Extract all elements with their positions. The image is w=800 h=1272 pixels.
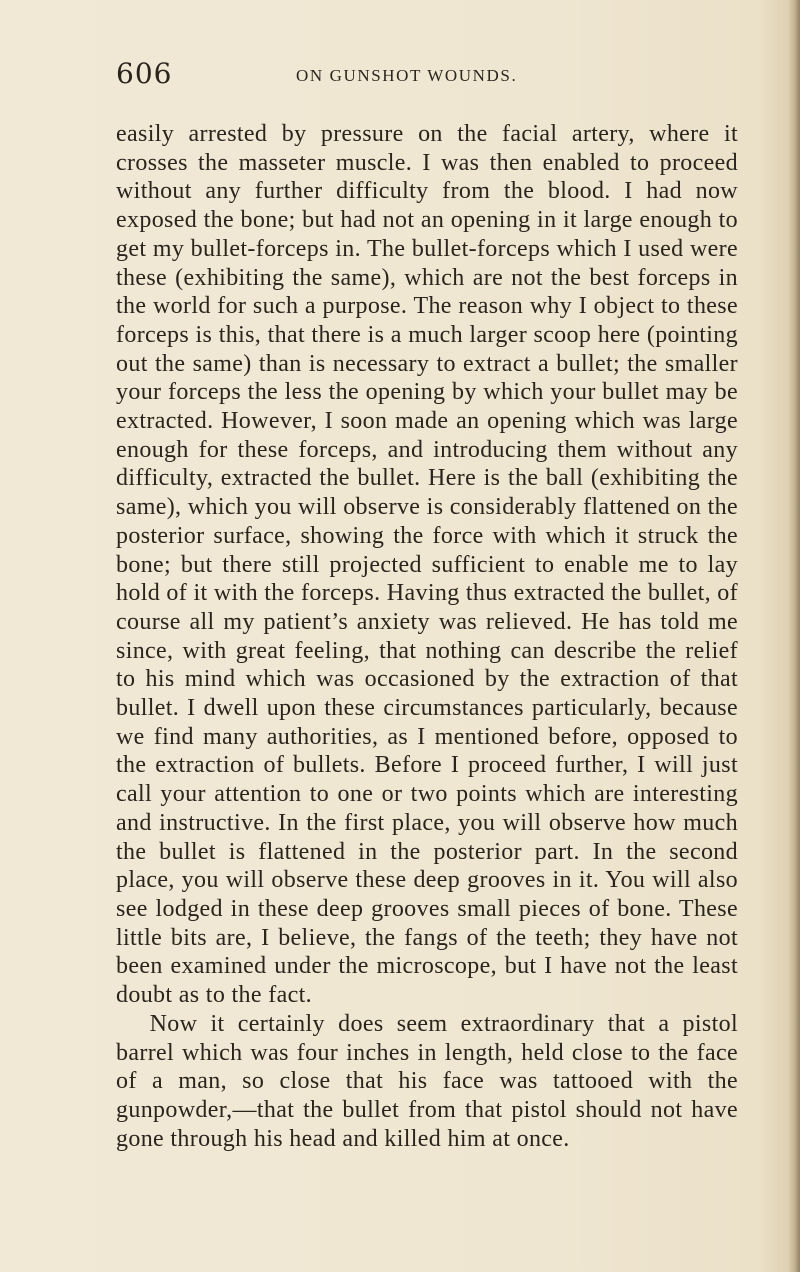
page-edge-shadow xyxy=(788,0,800,1272)
paragraph: Now it certainly does seem extraordinary that a pistol barrel which was four inches in length, held close to the face of a man, so close that his face was tattooed with the gunpowder,—that the bullet from that pistol should not have gone through his head and killed him at once. xyxy=(116,1010,738,1152)
body-text xyxy=(116,120,738,1153)
running-head: ON GUNSHOT WOUNDS. xyxy=(296,66,518,85)
paragraph: easily arrested by pressure on the facial artery, where it crosses the masseter muscle. I was then enabled to proceed without any further difficulty from the blood. I had now exposed the bone; but had not an opening in it large enough to get my bullet-forceps in. The bullet-forceps which I used were these (exhibiting the same), which are not the best forceps in the world for such a purpose. The reason why I object to these forceps is this, that there is a much larger scoop here (pointing out the same) than is necessary to extract a bullet; the smaller your forceps the less the opening by which your bullet may be extracted. However, I soon made an opening which was large enough for these forceps, and introducing them without any difficulty, extracted the bullet. Here is the ball (exhibiting the same), which you will observe is considerably flattened on the posterior surface, showing the force with which it struck the bone; but there still projected sufficient to enable me to lay hold of it with the forceps. Having thus extracted the bullet, of course all my patient’s anxiety was relieved. He has told me since, with great feeling, that nothing can describe the relief to his mind which was occasioned by the extraction of that bullet. I dwell upon these circumstances particularly, because we find many authorities, as I mentioned before, opposed to the extraction of bullets. Before I proceed further, I will just call your attention to one or two points which are interesting and instructive. In the first place, you will observe how much the bullet is flattened in the posterior part. In the second place, you will observe these deep grooves in it. You will also see lodged in these deep grooves small pieces of bone. These little bits are, I believe, the fangs of the teeth; they have not been examined under the microscope, but I have not the least doubt as to the fact. xyxy=(116,121,738,1009)
page-number: 606 xyxy=(116,57,173,90)
page-header xyxy=(116,54,736,94)
